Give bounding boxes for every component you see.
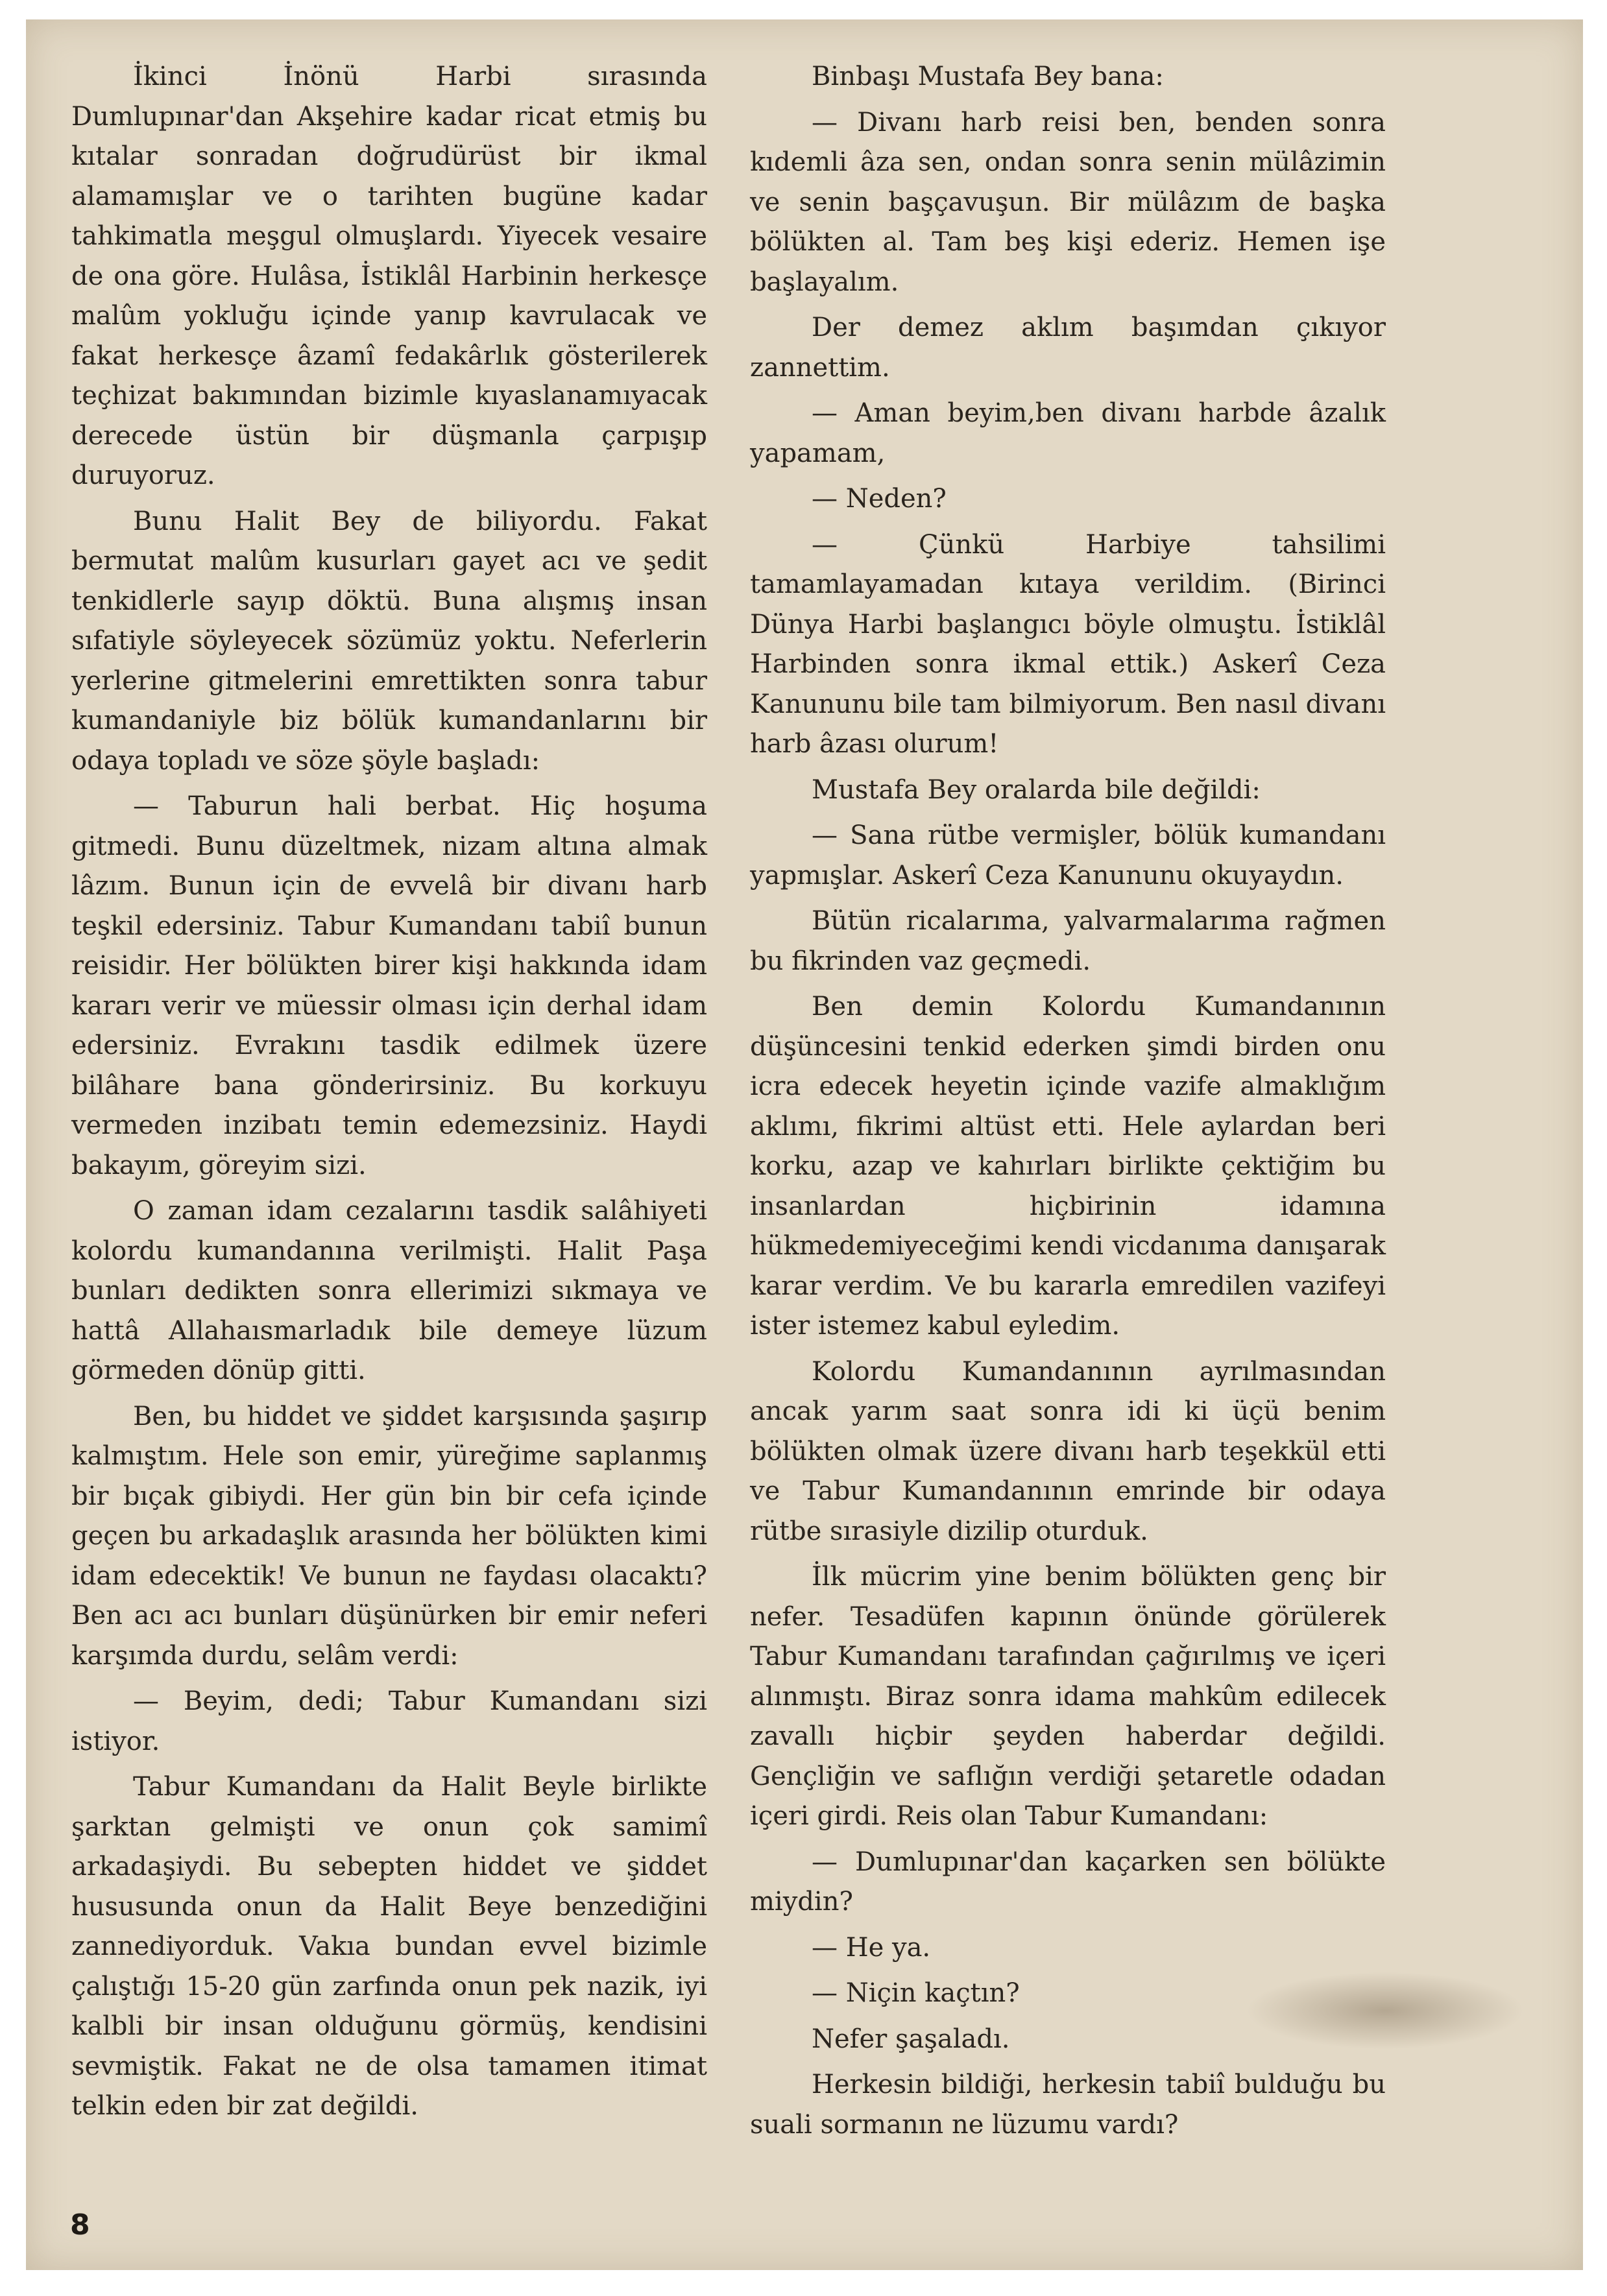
paragraph: Bütün ricalarıma, yalvarmalarıma rağmen bu fikrinden vaz geçmedi. [750,906,1386,976]
paragraph: — Divanı harb reisi ben, benden sonra kıdemli âza sen, ondan sonra senin mülâzimin ve senin başçavuşun. Bir mülâzım de başka bölükten al. Tam beş kişi ederiz. Hemen işe başlayalım. [750,107,1386,297]
paragraph: — Çünkü Harbiye tahsilimi tamamlayamadan kıtaya verildim. (Birinci Dünya Harbi başlangıcı böyle olmuştu. İstiklâl Harbinden sonra ikmal ettik.) Askerî Ceza Kanununu bile tam bilmiyorum. Ben nasıl divanı harb âzası olurum! [750,529,1386,759]
right-column [750,57,1386,2145]
page-number: 8 [70,2208,90,2242]
paragraph: Tabur Kumandanı da Halit Beyle birlikte şarktan gelmişti ve onun çok samimî arkadaşiydi. Bu sebepten hiddet ve şiddet hususunda onun da Halit Beye benzediğini zannediyorduk. Vakıa bundan evvel bizimle çalıştığı 15-20 gün zarfında onun pek nazik, iyi kalbli bir insan olduğunu görmüş, kendisini sevmiştik. Fakat ne de olsa tamamen itimat telkin eden bir zat değildi. [71,1772,707,2121]
paragraph: O zaman idam cezalarını tasdik salâhiyeti kolordu kumandanına verilmişti. Halit Paşa bunları dedikten sonra ellerimizi sıkmaya ve hattâ Allahaısmarladık bile demeye lüzum görmeden dönüp gitti. [71,1196,707,1385]
paragraph: Der demez aklım başımdan çıkıyor zannettim. [750,313,1386,383]
page-sheet [26,19,1583,2270]
left-column [71,57,707,2127]
paragraph: Nefer şaşaladı. [812,2024,1010,2054]
paragraph: Binbaşı Mustafa Bey bana: [812,62,1164,91]
paragraph: — Dumlupınar'dan kaçarken sen bölükte miydin? [750,1847,1386,1917]
paragraph: — Neden? [812,484,947,514]
paragraph: — Sana rütbe vermişler, bölük kumandanı yapmışlar. Askerî Ceza Kanununu okuyaydın. [750,820,1386,891]
paragraph: — Niçin kaçtın? [812,1978,1020,2008]
paragraph: Bunu Halit Bey de biliyordu. Fakat bermutat malûm kusurları gayet acı ve şedit tenkidlerle sayıp döktü. Buna alışmış insan sıfatiyle söyleyecek sözümüz yoktu. Neferlerin yerlerine gitmelerini emrettikten sonra tabur kumandaniyle biz bölük kumandanlarını bir odaya topladı ve söze şöyle başladı: [71,506,707,776]
paragraph: Mustafa Bey oralarda bile değildi: [812,774,1261,805]
paragraph: İkinci İnönü Harbi sırasında Dumlupınar'dan Akşehire kadar ricat etmiş bu kıtalar sonradan doğrudürüst bir ikmal alamamışlar ve o tarihten bugüne kadar tahkimatla meşgul olmuşlardı. Yiyecek vesaire de ona göre. Hulâsa, İstiklâl Harbinin herkesçe malûm yokluğu içinde yanıp kavrulacak ve fakat herkesçe âzamî fedakârlık gösterilerek teçhizat bakımından bizimle kıyaslanamıyacak derecede üstün bir düşmanla çarpışıp duruyoruz. [71,62,707,490]
paper-stain [1246,1972,1525,2050]
paragraph: Ben demin Kolordu Kumandanının düşüncesini tenkid ederken şimdi birden onu icra edecek heyetin içinde vazife almaklığım aklımı, fikrimi altüst etti. Hele aylardan beri korku, azap ve kahırları birlikte çektiğim bu insanlardan hiçbirinin idamına hükmedemiyeceğimi kendi vicdanıma danışarak karar verdim. Ve bu kararla emredilen vazifeyi ister istemez kabul eyledim. [750,992,1386,1341]
paragraph: İlk mücrim yine benim bölükten genç bir nefer. Tesadüfen kapının önünde görülerek Tabur Kumandanı tarafından çağırılmış ve içeri alınmıştı. Biraz sonra idama mahkûm edilecek zavallı hiçbir şeyden haberdar değildi. Gençliğin ve saflığın verdiği şetaretle odadan içeri girdi. Reis olan Tabur Kumandanı: [750,1562,1386,1831]
paragraph: — He ya. [812,1932,931,1963]
paragraph: — Beyim, dedi; Tabur Kumandanı sizi istiyor. [71,1686,707,1756]
paragraph: — Aman beyim,ben divanı harbde âzalık yapamam, [750,398,1386,468]
paragraph: Herkesin bildiği, herkesin tabiî bulduğu bu suali sormanın ne lüzumu vardı? [750,2070,1386,2140]
paragraph: — Taburun hali berbat. Hiç hoşuma gitmedi. Bunu düzeltmek, nizam altına almak lâzım. Bunun için de evvelâ bir divanı harb teşkil edersiniz. Tabur Kumandanı tabiî bunun reisidir. Her bölükten birer kişi hakkında idam kararı verir ve müessir olması için derhal idam edersiniz. Evrakını tasdik edilmek üzere bilâhare bana gönderirsiniz. Bu korkuyu vermeden inzibatı temin edemezsiniz. Haydi bakayım, göreyim sizi. [71,791,707,1180]
paragraph: Ben, bu hiddet ve şiddet karşısında şaşırıp kalmıştım. Hele son emir, yüreğime saplanmış bir bıçak gibiydi. Her gün bin bir cefa içinde geçen bu arkadaşlık arasında her bölükten kimi idam edecektik! Ve bunun ne faydası olacaktı? Ben acı acı bunları düşünürken bir emir neferi karşımda durdu, selâm verdi: [71,1401,707,1671]
paragraph: Kolordu Kumandanının ayrılmasından ancak yarım saat sonra idi ki üçü benim bölükten olmak üzere divanı harb teşekkül etti ve Tabur Kumandanının emrinde bir odaya rütbe sırasiyle dizilip oturduk. [750,1356,1386,1546]
